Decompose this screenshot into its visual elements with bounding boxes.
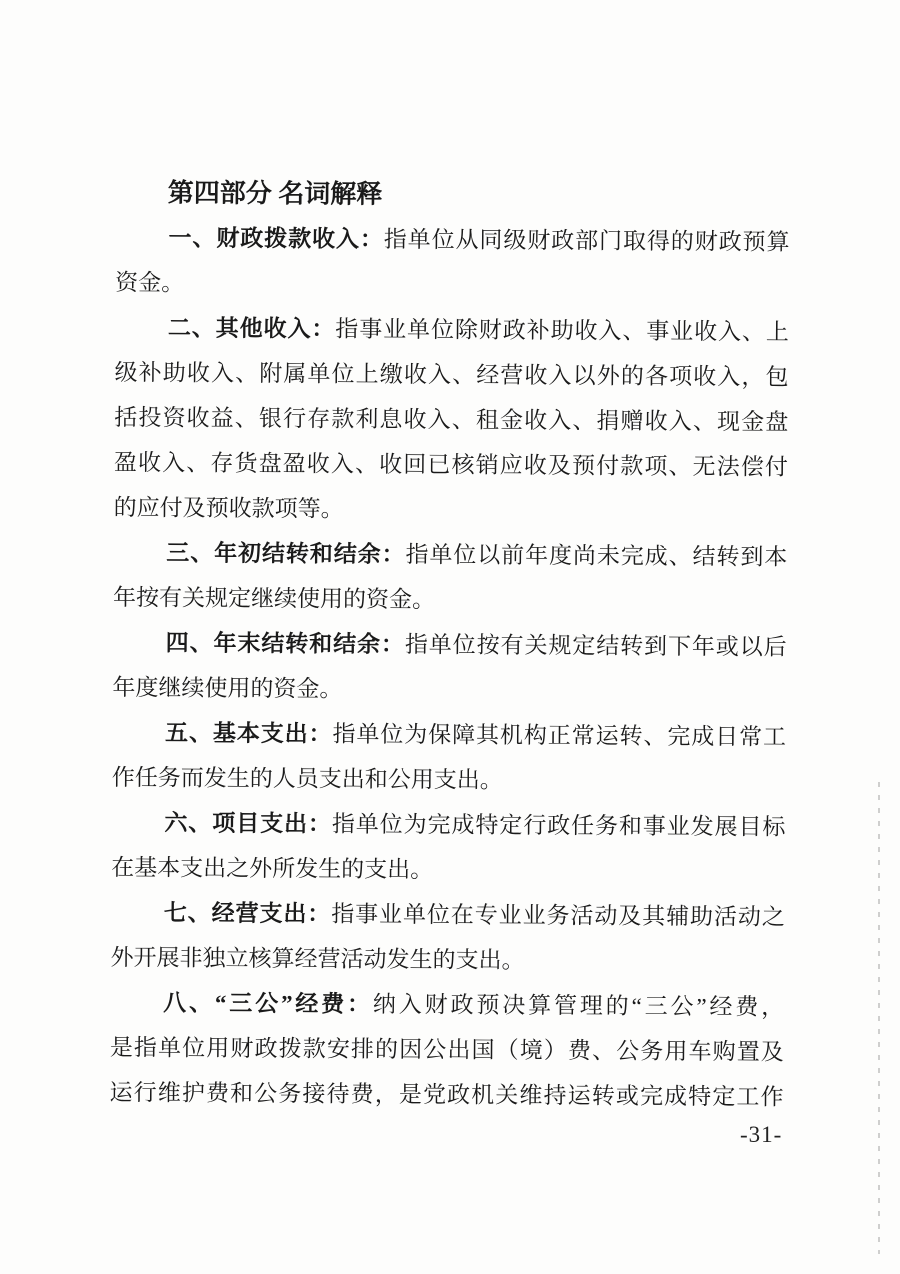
paragraph-term: 一、财政拨款收入：: [168, 225, 384, 252]
paragraph-operating-expenditure: [110, 890, 785, 985]
text-line: [113, 530, 787, 580]
scan-dashed-line-artifact: [878, 782, 880, 1254]
text-line: 级补助收入、附属单位上缴收入、经营收入以外的各项收入，包: [114, 359, 789, 390]
text-line: 年按有关规定继续使用的资金。: [112, 584, 436, 613]
text-line: [111, 800, 785, 850]
paragraph-text: 指单位按有关规定结转到下年或以后: [404, 632, 787, 660]
paragraph-term: 四、年末结转和结余：: [165, 630, 405, 658]
paragraph-term: 六、项目支出：: [164, 810, 332, 837]
page-number: -31-: [740, 1122, 783, 1147]
text-line: 作任务而发生的人员支出和公用支出。: [111, 764, 503, 793]
text-line: 资金。: [115, 269, 185, 296]
paragraph-year-end-carryover: [112, 620, 787, 715]
paragraph-beginning-year-carryover: [113, 530, 788, 625]
text-line: 年度继续使用的资金。: [112, 674, 343, 702]
text-line: 外开展非独立核算经营活动发生的支出。: [110, 944, 525, 973]
paragraph-term: 二、其他收入：: [167, 315, 336, 342]
paragraph-text: 指事业单位在专业业务活动及其辅助活动之: [331, 901, 785, 930]
text-line: 的应付及预收款项等。: [113, 494, 344, 522]
text-line: [110, 980, 784, 1030]
text-line: 盈收入、存货盘盈收入、收回已核销应收及预付款项、无法偿付: [113, 449, 789, 480]
document-body: [109, 170, 790, 1120]
text-line: [111, 890, 785, 940]
paragraph-other-income: [113, 305, 789, 535]
text-line: 运行维护费和公务接待费，是党政机关维持运转或完成特定工作: [109, 1079, 784, 1110]
paragraph-term: 八、“三公”经费：: [163, 990, 374, 1017]
paragraph-term: 五、基本支出：: [164, 720, 333, 747]
section-title: 第四部分 名词解释: [167, 178, 383, 209]
paragraph-text: 指单位从同级财政部门取得的财政预算: [383, 226, 790, 255]
paragraph-text: 指事业单位除财政补助收入、事业收入、上: [335, 316, 789, 345]
paragraph-fiscal-appropriation-income: [115, 215, 790, 310]
paragraph-project-expenditure: [111, 800, 786, 895]
paragraph-three-public-funds: [109, 980, 784, 1120]
text-line: 是指单位用财政拨款安排的因公出国（境）费、公务用车购置及: [109, 1034, 784, 1065]
paragraph-text: 指单位为完成特定行政任务和事业发展目标: [331, 811, 786, 840]
paragraph-term: 三、年初结转和结余：: [166, 540, 406, 568]
paragraph-text: 指单位为保障其机构正常运转、完成日常工: [332, 721, 787, 750]
paragraph-basic-expenditure: [112, 710, 787, 805]
paragraph-text: 纳入财政预决算管理的“三公”经费，: [372, 991, 785, 1020]
paragraph-term: 七、经营支出：: [163, 900, 332, 927]
text-line: 在基本支出之外所发生的支出。: [111, 854, 434, 883]
text-line: [113, 620, 787, 670]
text-line: [115, 305, 789, 355]
text-line: 括投资收益、银行存款利息收入、租金收入、捐赠收入、现金盘: [114, 404, 789, 435]
text-line: [112, 710, 786, 760]
text-line: [115, 215, 789, 265]
paragraph-text: 指单位以前年度尚未完成、结转到本: [405, 542, 788, 570]
